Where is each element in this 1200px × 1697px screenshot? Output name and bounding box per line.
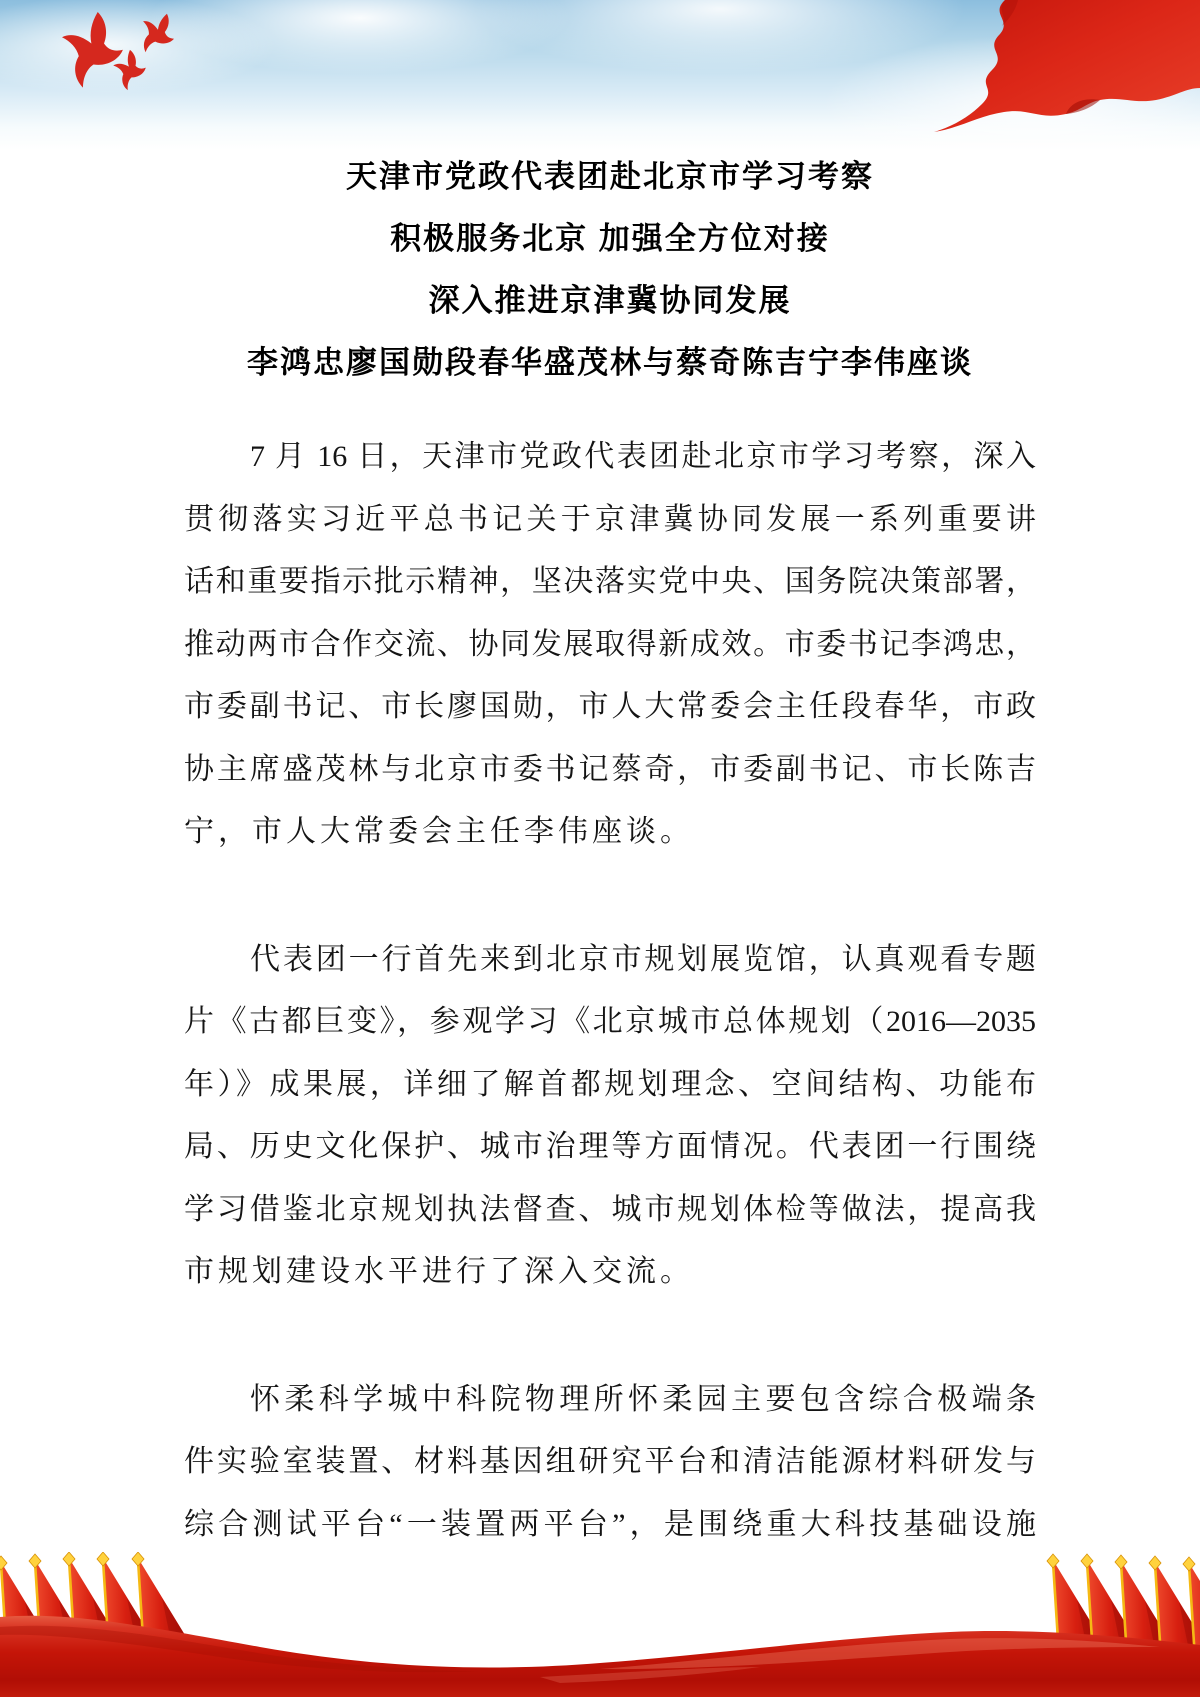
- text-line: 市委副书记、市长廖国勋，市人大常委会主任段春华，市政: [184, 690, 1036, 723]
- headline-line-1: 天津市党政代表团赴北京市学习考察: [346, 159, 874, 194]
- headline-line-3: 深入推进京津冀协同发展: [428, 283, 792, 318]
- text-line: 推动两市合作交流、协同发展取得新成效。市委书记李鸿忠，: [184, 627, 1036, 661]
- text-line: 怀柔科学城中科院物理所怀柔园主要包含综合极端条: [250, 1382, 1036, 1416]
- waving-flag-icon: [920, 0, 1200, 140]
- text-line: 综合测试平台“一装置两平台”，是围绕重大科技基础设施: [184, 1507, 1036, 1541]
- text-line: 7 月 16 日，天津市党政代表团赴北京市学习考察，深入: [250, 440, 1036, 473]
- headline-line-4: 李鸿忠廖国勋段春华盛茂林与蔡奇陈吉宁李伟座谈: [247, 345, 973, 380]
- body-paragraph: [184, 929, 1036, 1304]
- text-line: 学习借鉴北京规划执法督查、城市规划体检等做法，提高我: [184, 1192, 1036, 1226]
- body-paragraph: [184, 426, 1036, 864]
- text-line: 片《古都巨变》，参观学习《北京城市总体规划（2016—2035: [184, 1005, 1036, 1038]
- silk-ribbon-icon: [0, 1597, 1200, 1697]
- headline: [184, 146, 1036, 394]
- text-line: 宁，市人大常委会主任李伟座谈。: [184, 815, 694, 848]
- text-line: 市规划建设水平进行了深入交流。: [184, 1255, 694, 1288]
- text-line: 话和重要指示批示精神，坚决落实党中央、国务院决策部署，: [184, 565, 1036, 598]
- text-line: 件实验室装置、材料基因组研究平台和清洁能源材料研发与: [184, 1445, 1036, 1478]
- doves-icon: [48, 4, 198, 104]
- text-line: 贯彻落实习近平总书记关于京津冀协同发展一系列重要讲: [184, 502, 1036, 536]
- body-paragraph: [184, 1369, 1036, 1557]
- text-line: 协主席盛茂林与北京市委书记蔡奇，市委副书记、市长陈吉: [184, 752, 1036, 786]
- headline-line-2: 积极服务北京 加强全方位对接: [390, 221, 830, 256]
- article-body: [184, 426, 1036, 1556]
- text-line: 年）》成果展，详细了解首都规划理念、空间结构、功能布: [184, 1067, 1036, 1101]
- text-line: 局、历史文化保护、城市治理等方面情况。代表团一行围绕: [184, 1130, 1036, 1163]
- text-line: 代表团一行首先来到北京市规划展览馆，认真观看专题: [250, 942, 1036, 976]
